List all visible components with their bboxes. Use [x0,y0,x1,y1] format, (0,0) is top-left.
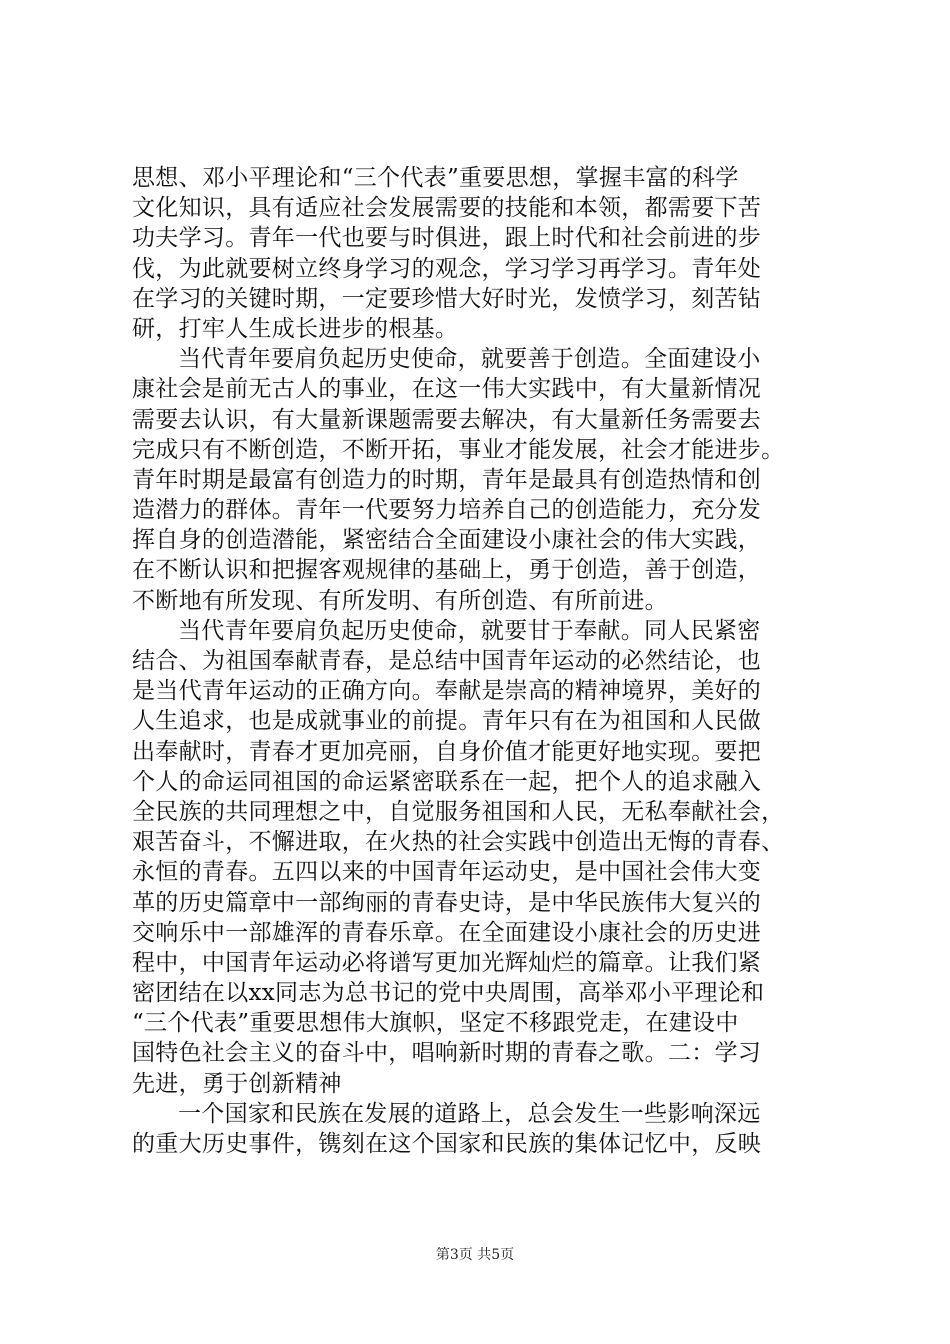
text-line: 伐，为此就要树立终身学习的观念，学习学习再学习。青年处 [132,255,762,282]
text-line: 思想、邓小平理论和“三个代表”重要思想，掌握丰富的科学 [132,165,739,191]
text-line: 全民族的共同理想之中，自觉服务祖国和人民，无私奉献社会， [132,798,785,825]
text-line: 程中，中国青年运动必将谱写更加光辉灿烂的篇章。让我们紧 [132,949,762,976]
text-line: 在学习的关键时期，一定要珍惜大好时光，发愤学习，刻苦钻 [132,285,762,312]
text-line: 挥自身的创造潜能，紧密结合全面建设小康社会的伟大实践， [132,527,762,554]
text-line: 文化知识，具有适应社会发展需要的技能和本领，都需要下苦 [132,195,762,222]
text-line: 结合、为祖国奉献青春，是总结中国青年运动的必然结论，也 [132,648,762,674]
text-line: 交响乐中一部雄浑的青春乐章。在全面建设小康社会的历史进 [132,919,762,946]
text-line: 青年时期是最富有创造力的时期，青年是最具有创造热情和创 [132,466,762,493]
text-line: 革的历史篇章中一部绚丽的青春史诗，是中华民族伟大复兴的 [132,889,762,916]
text-line: 的重大历史事件，镌刻在这个国家和民族的集体记忆中，反映 [132,1131,762,1157]
document-body [132,163,832,1159]
text-line: 不断地有所发现、有所发明、有所创造、有所前进。 [132,587,668,614]
paragraph-first-line: 一个国家和民族在发展的道路上，总会发生一些影响深远 [178,1100,761,1127]
text-line: 个人的命运同祖国的命运紧密联系在一起，把个人的追求融入 [132,768,762,795]
text-line: 在不断认识和把握客观规律的基础上，勇于创造，善于创造， [132,557,762,584]
text-line: 人生追求，也是成就事业的前提。青年只有在为祖国和人民做 [132,708,762,735]
text-line: 研，打牢人生成长进步的根基。 [132,315,459,342]
text-line: 密团结在以xx同志为总书记的党中央周围，高举邓小平理论和 [132,980,765,1007]
text-line: 先进，勇于创新精神 [132,1070,342,1097]
text-line: 造潜力的群体。青年一代要努力培养自己的创造能力，充分发 [132,497,762,524]
paragraph-first-line: 当代青年要肩负起历史使命，就要善于创造。全面建设小 [178,346,761,373]
text-line: 艰苦奋斗，不懈进取，在火热的社会实践中创造出无悔的青春、 [132,829,785,856]
text-line: 完成只有不断创造，不断开拓，事业才能发展，社会才能进步。 [132,436,785,463]
text-line: 是当代青年运动的正确方向。奉献是崇高的精神境界，美好的 [132,678,762,705]
paragraph-first-line: 当代青年要肩负起历史使命，就要甘于奉献。同人民紧密 [178,617,761,644]
page-footer: 第3页 共5页 [435,1247,515,1263]
text-line: “三个代表”重要思想伟大旗帜，坚定不移跟党走，在建设中 [132,1010,739,1037]
text-line: 国特色社会主义的奋斗中，唱响新时期的青春之歌。二：学习 [132,1040,762,1067]
text-line: 需要去认识，有大量新课题需要去解决，有大量新任务需要去 [132,406,762,433]
text-line: 功夫学习。青年一代也要与时俱进，跟上时代和社会前进的步 [132,225,762,252]
text-line: 康社会是前无古人的事业，在这一伟大实践中，有大量新情况 [132,376,762,403]
text-line: 出奉献时，青春才更加亮丽，自身价值才能更好地实现。要把 [132,738,762,765]
text-line: 永恒的青春。五四以来的中国青年运动史，是中国社会伟大变 [132,859,762,886]
